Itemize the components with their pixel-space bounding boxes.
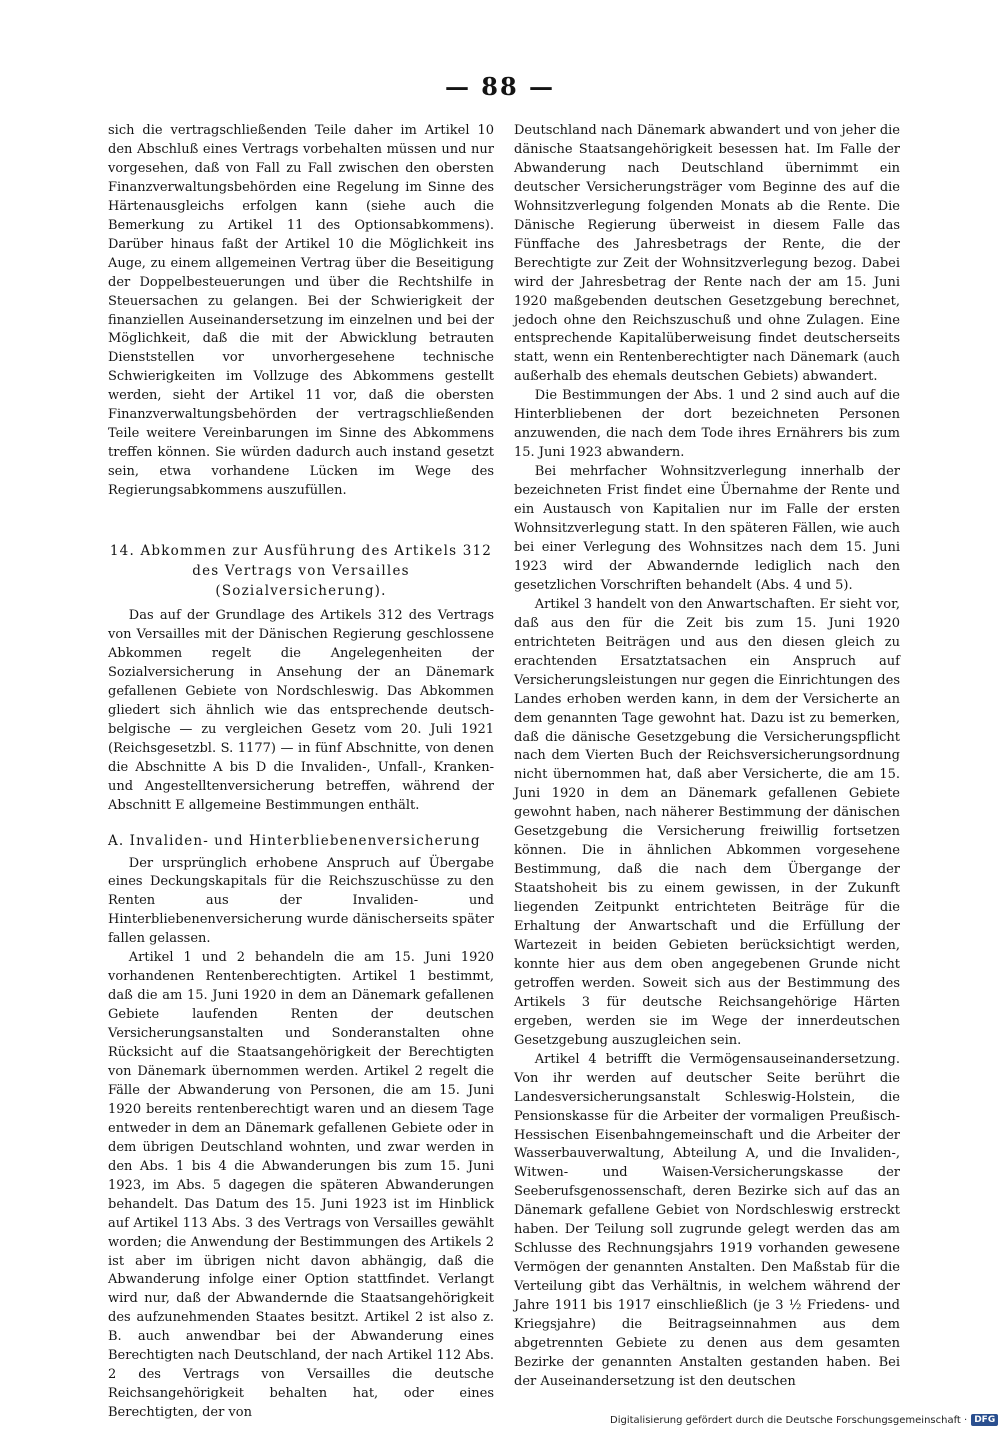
- paragraph: Deutschland nach Dänemark abwandert und von jeher die dänische Staatsangehörigkeit besessen hat. Im Falle der Abwanderung nach Deutschland übernimmt ein deutscher Versicherungsträger vom Beginne des auf die Wohnsitzverlegung folgenden Monats ab die Rente. Die Dänische Regierung überweist in diesem Falle das Fünffache des Jahresbetrags der Rente, die der Berechtigte zur Zeit der Wohnsitzverlegung bezog. Dabei wird der Jahresbetrag der Rente nach der am 15. Juni 1920 maßgebenden deutschen Gesetzgebung berechnet, jedoch ohne den Reichszuschuß und ohne Zulagen. Eine entsprechende Kapitalüberweisung findet deutscherseits statt, wenn ein Rentenberechtigter nach Dänemark (auch außerhalb des ehemals deutschen Gebiets) abwandert.: [514, 123, 900, 385]
- footer-text: Digitalisierung gefördert durch die Deutsche Forschungsgemeinschaft ·: [610, 1414, 968, 1426]
- subsection-heading-a: A. Invaliden- und Hinterbliebenenversicherung: [108, 832, 481, 849]
- paragraph: sich die vertragschließenden Teile daher im Artikel 10 den Abschluß eines Vertrags vorbehalten müssen und nur vorgesehen, daß von Fall zu Fall zwischen den obersten Finanzverwaltungsbehörden eine Regelung im Sinne des Härtenausgleichs erfolgen kann (siehe auch die Bemerkung zu Artikel 11 des Optionsabkommens). Darüber hinaus faßt der Artikel 10 die Möglichkeit ins Auge, zu einem allgemeinen Vertrag über die Beseitigung der Doppelbesteuerungen und über die Rechtshilfe in Steuersachen zu gelangen. Bei der Schwierigkeit der finanziellen Auseinandersetzung im einzelnen und bei der Möglichkeit, daß die mit der Abwicklung betrauten Dienststellen vor unvorhergesehene technische Schwierigkeiten im Vollzuge des Abkommens gestellt werden, sieht der Artikel 11 vor, daß die obersten Finanzverwaltungsbehörden der vertragschließenden Teile weitere Vereinbarungen im Sinne des Abkommens treffen können. Sie würden dadurch auch instand gesetzt sein, etwa vorhandene Lücken im Wege des Regierungsabkommens auszufüllen.: [108, 123, 494, 499]
- paragraph: Bei mehrfacher Wohnsitzverlegung innerhalb der bezeichneten Frist findet eine Übernahme der Rente und ein Austausch von Kapitalien nur im Falle der ersten Wohnsitzverlegung statt. In den späteren Fällen, wie auch bei einer Verlegung des Wohnsitzes nach dem 15. Juni 1923 wird der Abwandernde lediglich nach den gesetzlichen Vorschriften behandelt (Abs. 4 und 5).: [514, 464, 900, 593]
- section-heading-14: [108, 541, 494, 601]
- section-heading-line: 14. Abkommen zur Ausführung des Artikels 312: [109, 543, 493, 560]
- right-column: [514, 122, 900, 1392]
- page-number: — 88 —: [444, 72, 556, 101]
- paragraph: Artikel 1 und 2 behandeln die am 15. Juni 1920 vorhandenen Rentenberechtigten. Artikel 1 bestimmt, daß die am 15. Juni 1920 in dem an Dänemark gefallenen Gebiete laufenden Renten der deutschen Versicherungsanstalten und Sonderanstalten ohne Rücksicht auf die Staatsangehörigkeit der Berechtigten von Dänemark übernommen werden. Artikel 2 regelt die Fälle der Abwanderung von Personen, die am 15. Juni 1920 bereits rentenberechtigt waren und an diesem Tage entweder in dem an Dänemark gefallenen Gebiete oder in dem übrigen Deutschland wohnten, und zwar werden in den Abs. 1 bis 4 die Abwanderungen bis zum 15. Juni 1923, im Abs. 5 dagegen die späteren Abwanderungen behandelt. Das Datum des 15. Juni 1923 ist im Hinblick auf Artikel 113 Abs. 3 des Vertrags von Versailles gewählt worden; die Anwendung der Bestimmungen des Artikels 2 ist aber im übrigen nicht davon abhängig, daß die Abwanderung infolge einer Option stattfindet. Verlangt wird nur, daß der Abwandernde die Staatsangehörigkeit des aufzunehmenden Staates besitzt. Artikel 2 ist also z. B. auch anwendbar bei der Abwanderung eines Berechtigten nach Deutschland, der nach Artikel 112 Abs. 2 des Vertrags von Versailles die deutsche Reichsangehörigkeit behalten hat, oder eines Berechtigten, der von: [108, 950, 494, 1421]
- paragraph: Das auf der Grundlage des Artikels 312 des Vertrags von Versailles mit der Dänischen Regierung geschlossene Abkommen regelt die Angelegenheiten der Sozialversicherung in Ansehung der an Dänemark gefallenen Gebiete von Nordschleswig. Das Abkommen gliedert sich ähnlich wie das entsprechende deutsch-belgische — zu vergleichen Gesetz vom 20. Juli 1921 (Reichsgesetzbl. S. 1177) — in fünf Abschnitte, von denen die Abschnitte A bis D die Invaliden-, Unfall-, Kranken- und Angestelltenversicherung betreffen, während der Abschnitt E allgemeine Bestimmungen enthält.: [108, 608, 494, 813]
- paragraph: Die Bestimmungen der Abs. 1 und 2 sind auch auf die Hinterbliebenen der dort bezeichneten Personen anzuwenden, die nach dem Tode ihres Ernährers bis zum 15. Juni 1923 abwandern.: [514, 388, 900, 461]
- paragraph: Artikel 3 handelt von den Anwartschaften. Er sieht vor, daß aus den für die Zeit bis zum 15. Juni 1920 entrichteten Beiträgen und aus den diesen gleich zu erachtenden Ersatztatsachen ein Anspruch auf Versicherungsleistungen nur gegen die Einrichtungen des Landes erhoben werden kann, in dem der Versicherte an dem genannten Tage gewohnt hat. Dazu ist zu bemerken, daß die dänische Gesetzgebung die Versicherungspflicht nach dem Vierten Buch der Reichsversicherungsordnung nicht übernommen hat, daß aber Versicherte, die am 15. Juni 1920 in dem an Dänemark gefallenen Gebiete gewohnt haben, nach näherer Bestimmung der dänischen Gesetzgebung die Versicherung freiwillig fortsetzen können. Die in ähnlichen Abkommen vorgesehene Bestimmung, daß die nach dem Übergange der Staatshoheit bis zu einem gewissen, in der Zukunft liegenden Zeitpunkt entrichteten Beiträge für die Erhaltung der Anwartschaft und die Erfüllung der Wartezeit in beiden Gebieten berücksichtigt werden, konnte hier aus dem oben angegebenen Grunde nicht getroffen werden. Soweit sich aus der Bestimmung des Artikels 3 für deutsche Reichsangehörige Härten ergeben, werden sie im Wege der innerdeutschen Gesetzgebung auszugleichen sein.: [514, 596, 900, 1048]
- paragraph: Artikel 4 betrifft die Vermögensauseinandersetzung. Von ihr werden auf deutscher Seite berührt die Landesversicherungsanstalt Schleswig-Holstein, die Pensionskasse für die Arbeiter der vormaligen Preußisch-Hessischen Eisenbahngemeinschaft und die Arbeiter der Wasserbauverwaltung, Abteilung A, und die Invaliden-, Witwen- und Waisen-Versicherungskasse der Seeberufsgenossenschaft, deren Bezirke sich auf das an Dänemark gefallene Gebiet von Nordschleswig erstreckt haben. Der Teilung soll zugrunde gelegt werden das am Schlusse des Rechnungsjahrs 1919 vorhanden gewesene Vermögen der genannten Anstalten. Den Maßstab für die Verteilung gibt das Verhältnis, in welchem während der Jahre 1911 bis 1917 einschließlich (je 3 ½ Friedens- und Kriegsjahre) die Beitragseinnahmen aus dem abgetrennten Gebiete zu denen aus dem gesamten Bezirke der genannten Anstalten gestanden haben. Bei der Auseinandersetzung ist den deutschen: [514, 1051, 900, 1389]
- section-heading-line: (Sozialversicherung).: [215, 583, 387, 600]
- dfg-logo: DFG: [971, 1414, 998, 1426]
- left-column: [108, 122, 494, 1423]
- paragraph: Der ursprünglich erhobene Anspruch auf Übergabe eines Deckungskapitals für die Reichszuschüsse zu den Renten aus der Invaliden- und Hinterbliebenenversicherung wurde dänischerseits später fallen gelassen.: [108, 855, 494, 947]
- section-heading-line: des Vertrags von Versailles: [192, 563, 410, 580]
- digitization-footer: [610, 1414, 998, 1426]
